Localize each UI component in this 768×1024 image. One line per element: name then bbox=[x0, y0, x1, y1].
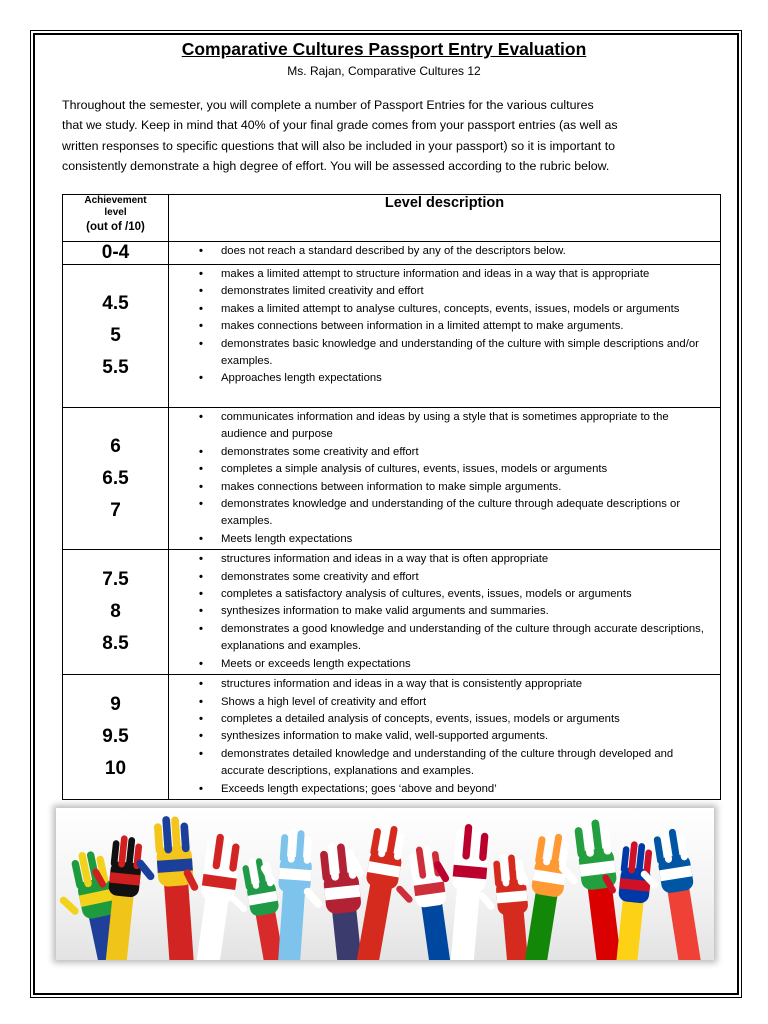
descriptor-item: • demonstrates basic knowledge and understanding of the culture with simple descriptions and/or examples. bbox=[169, 336, 714, 371]
level-description-cell bbox=[169, 550, 721, 675]
achievement-level-header bbox=[63, 195, 169, 242]
level-description-header: Level description bbox=[169, 195, 721, 242]
descriptor-item: • synthesizes information to make valid arguments and summaries. bbox=[169, 603, 714, 620]
flag-hands-banner bbox=[56, 808, 714, 960]
descriptor-item: • Exceeds length expectations; goes ‘above and beyond’ bbox=[169, 781, 714, 798]
level-score: 10 bbox=[104, 758, 127, 780]
level-score: 7 bbox=[110, 499, 121, 521]
flag-hands-image bbox=[56, 808, 714, 960]
rubric-row bbox=[63, 408, 721, 550]
rubric-header-row bbox=[63, 195, 721, 242]
descriptor-item: • demonstrates some creativity and effort bbox=[169, 569, 714, 586]
descriptor-item: • completes a simple analysis of cultures, events, issues, models or arguments bbox=[169, 461, 714, 478]
level-score: 5 bbox=[110, 325, 121, 346]
achievement-level-cell bbox=[63, 265, 169, 408]
rubric-row bbox=[63, 550, 721, 675]
document-subtitle: Ms. Rajan, Comparative Cultures 12 bbox=[287, 64, 481, 78]
descriptor-item: • makes a limited attempt to analyse cultures, concepts, events, issues, models or arguments bbox=[169, 301, 714, 318]
descriptor-item: • makes connections between information in a limited attempt to make arguments. bbox=[169, 318, 714, 335]
level-score: 6.5 bbox=[102, 467, 129, 489]
descriptor-item: • completes a detailed analysis of concepts, events, issues, models or arguments bbox=[169, 711, 714, 728]
level-score: 5.5 bbox=[102, 357, 129, 378]
intro-line: Throughout the semester, you will complete a number of Passport Entries for the various cultures bbox=[62, 98, 594, 112]
level-description-cell bbox=[169, 265, 721, 408]
level-score: 8 bbox=[110, 601, 121, 623]
descriptor-item: • Meets or exceeds length expectations bbox=[169, 656, 714, 673]
descriptor-item: • Meets length expectations bbox=[169, 531, 714, 548]
level-score: 0-4 bbox=[101, 242, 130, 263]
descriptor-item: • completes a satisfactory analysis of cultures, events, issues, models or arguments bbox=[169, 586, 714, 603]
level-description-cell bbox=[169, 242, 721, 265]
descriptor-item: • communicates information and ideas by using a style that is sometimes appropriate to the audience and purpose bbox=[169, 409, 714, 444]
header-left-line: level bbox=[104, 207, 127, 218]
rubric-row bbox=[63, 242, 721, 265]
header-left-line: Achievement bbox=[84, 195, 147, 206]
intro-line: that we study. Keep in mind that 40% of your final grade comes from your passport entries (as well as bbox=[62, 118, 618, 133]
descriptor-list bbox=[169, 550, 720, 674]
descriptor-item: • demonstrates detailed knowledge and understanding of the culture through developed and accurate descriptions, explanations and examples. bbox=[169, 746, 714, 781]
descriptor-list bbox=[169, 242, 720, 261]
descriptor-item: • demonstrates knowledge and understanding of the culture through adequate descriptions or examples. bbox=[169, 496, 714, 531]
level-description-cell bbox=[169, 408, 721, 550]
level-score: 9.5 bbox=[102, 726, 129, 748]
rubric-row bbox=[63, 265, 721, 408]
level-description-cell bbox=[169, 675, 721, 800]
document-title: Comparative Cultures Passport Entry Evaluation bbox=[181, 39, 587, 59]
achievement-level-cell bbox=[63, 675, 169, 800]
descriptor-item: • structures information and ideas in a way that is often appropriate bbox=[169, 551, 714, 568]
descriptor-item: • makes a limited attempt to structure information and ideas in a way that is appropriate bbox=[169, 266, 714, 283]
descriptor-item: • Approaches length expectations bbox=[169, 370, 714, 387]
level-score: 8.5 bbox=[102, 633, 129, 655]
achievement-level-cell bbox=[63, 242, 169, 265]
level-score: 4.5 bbox=[102, 293, 129, 314]
descriptor-item: • does not reach a standard described by any of the descriptors below. bbox=[169, 243, 714, 260]
rubric-table bbox=[62, 194, 721, 800]
intro-paragraph bbox=[62, 95, 712, 176]
descriptor-item: • Shows a high level of creativity and effort bbox=[169, 694, 714, 711]
descriptor-list bbox=[169, 675, 720, 799]
achievement-level-cell bbox=[63, 550, 169, 675]
header-out-of: (out of /10) bbox=[86, 221, 145, 233]
descriptor-list bbox=[169, 408, 720, 549]
descriptor-item: • makes connections between information to make simple arguments. bbox=[169, 479, 714, 496]
level-score: 9 bbox=[110, 694, 121, 716]
intro-line: consistently demonstrate a high degree of effort. You will be assessed according to the rubric below. bbox=[62, 158, 610, 173]
descriptor-list bbox=[169, 265, 720, 389]
descriptor-item: • demonstrates some creativity and effort bbox=[169, 444, 714, 461]
level-score: 6 bbox=[110, 435, 121, 457]
descriptor-item: • synthesizes information to make valid, well-supported arguments. bbox=[169, 728, 714, 745]
descriptor-item: • demonstrates limited creativity and effort bbox=[169, 283, 714, 300]
intro-line: written responses to specific questions that will also be included in your passport) so it is important to bbox=[62, 138, 616, 153]
descriptor-item: • structures information and ideas in a way that is consistently appropriate bbox=[169, 676, 714, 693]
level-score: 7.5 bbox=[102, 569, 129, 591]
achievement-level-cell bbox=[63, 408, 169, 550]
rubric-row bbox=[63, 675, 721, 800]
descriptor-item: • demonstrates a good knowledge and understanding of the culture through accurate descriptions, explanations and examples. bbox=[169, 621, 714, 656]
